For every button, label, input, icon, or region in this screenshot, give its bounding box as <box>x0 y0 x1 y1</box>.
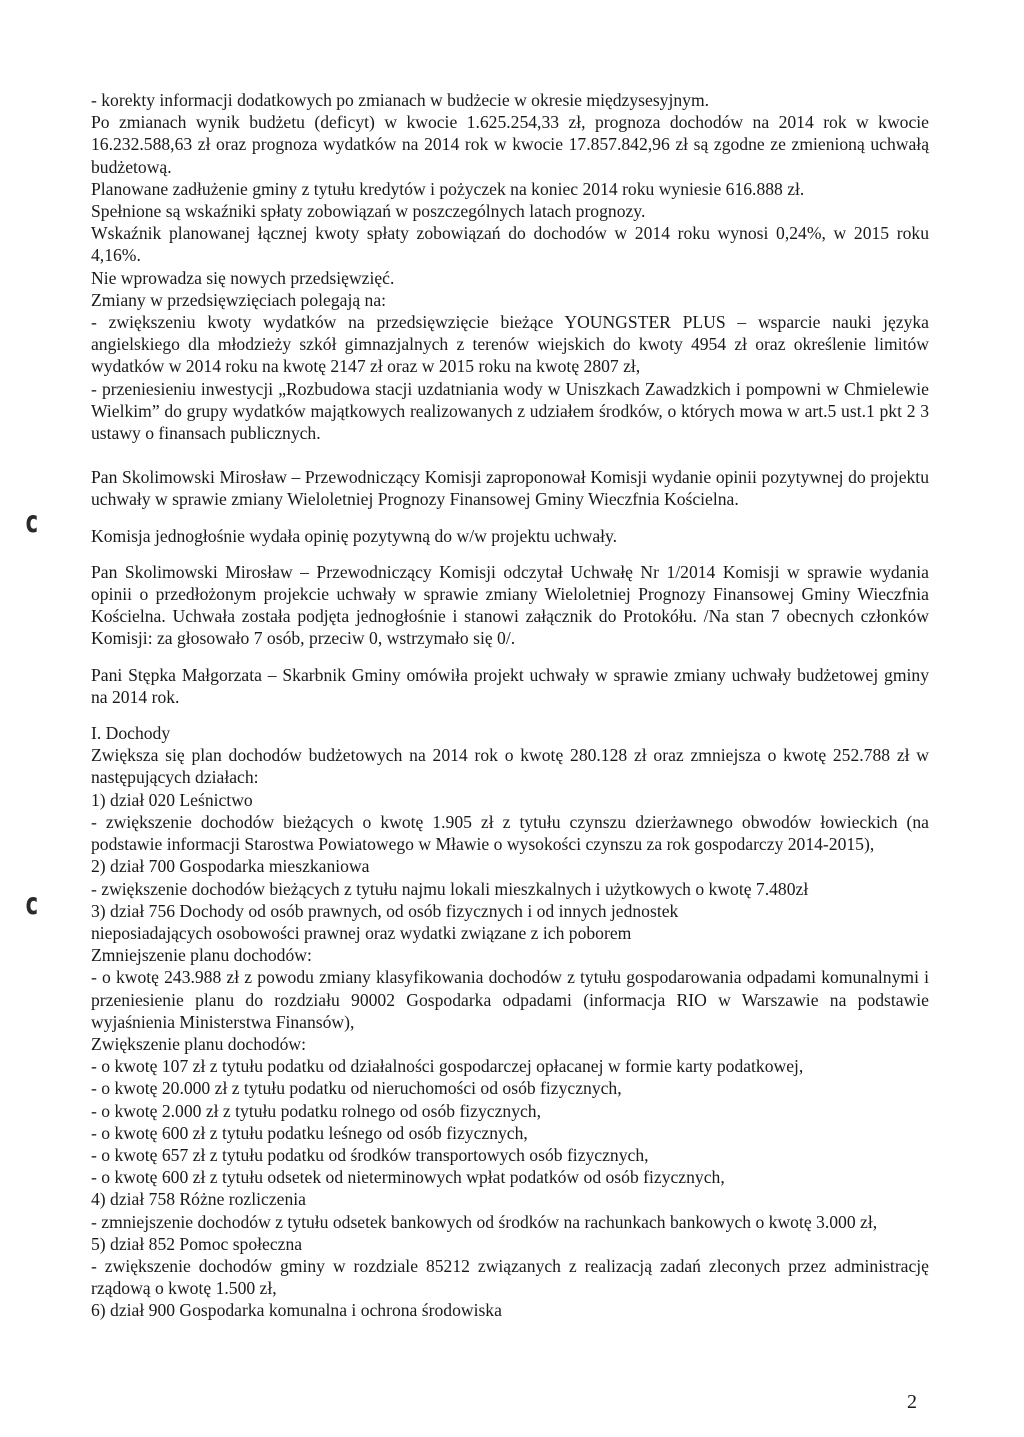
paragraph: Nie wprowadza się nowych przedsięwzięć. <box>91 267 395 288</box>
paragraph: - korekty informacji dodatkowych po zmianach w budżecie w okresie międzysesyjnym. <box>91 90 710 110</box>
list-item: 1) dział 020 Leśnictwo <box>91 789 253 810</box>
paragraph: Spełnione są wskaźniki spłaty zobowiązań w poszczególnych latach prognozy. <box>91 201 646 222</box>
paragraph: - zwiększeniu kwoty wydatków na przedsięwzięcie bieżące YOUNGSTER PLUS – wsparcie nauki języka angielskiego dla młodzieży szkół gimnazjalnych z terenów wiejskich do kwoty 4954 zł oraz określenie limitów wydatków w 2014 roku na kwotę 2147 zł oraz w 2015 roku na kwotę 2807 zł, <box>91 312 929 377</box>
list-item: 5) dział 852 Pomoc społeczna <box>91 1233 303 1254</box>
document-body <box>91 89 929 1322</box>
list-item: - o kwotę 600 zł z tytułu odsetek od nieterminowych wpłat podatków od osób fizycznych, <box>91 1167 725 1188</box>
paragraph: Planowane zadłużenie gminy z tytułu kredytów i pożyczek na koniec 2014 roku wyniesie 616.888 zł. <box>91 178 805 199</box>
list-item: - o kwotę 2.000 zł z tytułu podatku rolnego od osób fizycznych, <box>91 1100 542 1121</box>
list-item: 6) dział 900 Gospodarka komunalna i ochrona środowiska <box>91 1300 502 1321</box>
paragraph: Komisja jednogłośnie wydała opinię pozytywną do w/w projektu uchwały. <box>91 525 618 546</box>
list-item: - zwiększenie dochodów bieżących z tytułu najmu lokali mieszkalnych i użytkowych o kwotę 7.480zł <box>91 878 809 899</box>
list-item: Zwiększenie planu dochodów: <box>91 1033 306 1054</box>
list-item: 3) dział 756 Dochody od osób prawnych, od osób fizycznych i od innych jednostek <box>91 900 679 921</box>
margin-mark: c <box>25 887 39 922</box>
paragraph: Pani Stępka Małgorzata – Skarbnik Gminy omówiła projekt uchwały w sprawie zmiany uchwały budżetowej gminy na 2014 rok. <box>91 664 929 707</box>
list-item: - zmniejszenie dochodów z tytułu odsetek bankowych od środków na rachunkach bankowych o kwotę 3.000 zł, <box>91 1211 878 1232</box>
paragraph: Wskaźnik planowanej łącznej kwoty spłaty zobowiązań do dochodów w 2014 roku wynosi 0,24%, w 2015 roku 4,16%. <box>91 223 929 266</box>
list-item: - o kwotę 20.000 zł z tytułu podatku od nieruchomości od osób fizycznych, <box>91 1078 622 1099</box>
section-heading: I. Dochody <box>91 723 171 744</box>
paragraph: Po zmianach wynik budżetu (deficyt) w kwocie 1.625.254,33 zł, prognoza dochodów na 2014 rok w kwocie 16.232.588,63 zł oraz prognoza wydatków na 2014 rok w kwocie 17.857.842,96 zł są zgodne ze zmienioną uchwałą budżetową. <box>91 112 929 177</box>
paragraph: Pan Skolimowski Mirosław – Przewodniczący Komisji zaproponował Komisji wydanie opinii pozytywnej do projektu uchwały w sprawie zmiany Wieloletniej Prognozy Finansowej Gminy Wieczfnia Kościelna. <box>91 467 929 510</box>
margin-mark: c <box>25 505 39 540</box>
list-item: nieposiadających osobowości prawnej oraz wydatki związane z ich poborem <box>91 922 632 943</box>
paragraph: Pan Skolimowski Mirosław – Przewodniczący Komisji odczytał Uchwałę Nr 1/2014 Komisji w sprawie wydania opinii o przedłożonym projekcie uchwały w sprawie zmiany Wieloletniej Prognozy Finansowej Gminy Wieczfnia Kościelna. Uchwała została podjęta jednogłośnie i stanowi załącznik do Protokółu. /Na stan 7 obecnych członków Komisji: za głosowało 7 osób, przeciw 0, wstrzymało się 0/. <box>91 561 929 649</box>
list-item: - o kwotę 657 zł z tytułu podatku od środków transportowych osób fizycznych, <box>91 1144 649 1165</box>
list-item: - o kwotę 107 zł z tytułu podatku od działalności gospodarczej opłacanej w formie karty podatkowej, <box>91 1056 804 1077</box>
list-item: - o kwotę 600 zł z tytułu podatku leśnego od osób fizycznych, <box>91 1122 528 1143</box>
paragraph: - przeniesieniu inwestycji „Rozbudowa stacji uzdatniania wody w Uniszkach Zawadzkich i pompowni w Chmielewie Wielkim” do grupy wydatków majątkowych realizowanych z udziałem środków, o których mowa w art.5 ust.1 pkt 2 3 ustawy o finansach publicznych. <box>91 378 929 444</box>
list-item: - zwiększenie dochodów bieżących o kwotę 1.905 zł z tytułu czynszu dzierżawnego obwodów łowieckich (na podstawie informacji Starostwa Powiatowego w Mławie o wysokości czynszu za rok gospodarczy 2014-2015), <box>91 811 929 855</box>
list-item: - o kwotę 243.988 zł z powodu zmiany klasyfikowania dochodów z tytułu gospodarowania odpadami komunalnymi i przeniesienie planu do rozdziału 90002 Gospodarka odpadami (informacja RIO w Warszawie na podstawie wyjaśnienia Ministerstwa Finansów), <box>91 967 929 1032</box>
list-item: - zwiększenie dochodów gminy w rozdziale 85212 związanych z realizacją zadań zleconych przez administrację rządową o kwotę 1.500 zł, <box>91 1255 929 1299</box>
paragraph: Zwiększa się plan dochodów budżetowych na 2014 rok o kwotę 280.128 zł oraz zmniejsza o kwotę 252.788 zł w następujących działach: <box>91 745 929 788</box>
list-item: Zmniejszenie planu dochodów: <box>91 945 312 966</box>
paragraph: Zmiany w przedsięwzięciach polegają na: <box>91 289 387 310</box>
list-item: 2) dział 700 Gospodarka mieszkaniowa <box>91 856 370 877</box>
page-number: 2 <box>907 1391 917 1413</box>
list-item: 4) dział 758 Różne rozliczenia <box>91 1189 306 1210</box>
